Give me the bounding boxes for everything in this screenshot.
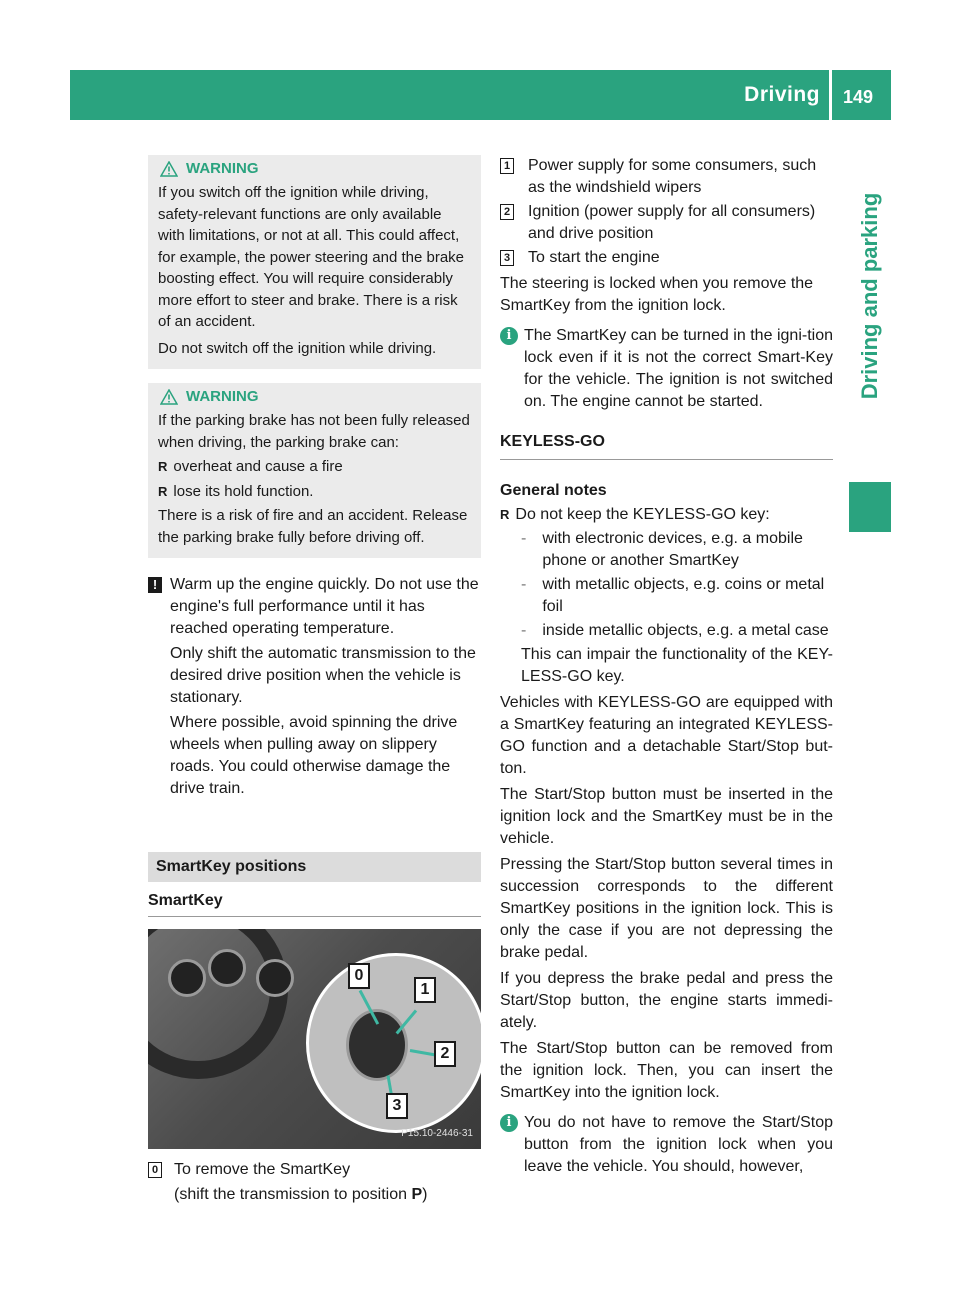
- general-notes-heading: General notes: [500, 482, 607, 499]
- position-number: 3: [500, 250, 514, 266]
- side-tab-marker: [849, 482, 891, 532]
- subsection-heading: SmartKey: [148, 890, 481, 917]
- warning-triangle-icon: [160, 389, 178, 405]
- notice-block: [148, 574, 481, 800]
- gauge: [208, 949, 246, 987]
- legend-item-0: 0 To remove the SmartKey (shift the transmission to position P): [148, 1159, 481, 1206]
- info-note: i You do not have to remove the Start/Stop button from the ignition lock when you leave the vehicle. You should, however,: [500, 1112, 833, 1178]
- body-paragraph: The Start/Stop button can be removed from the ignition lock. Then, you can insert the SmartKey into the ignition lock.: [500, 1040, 833, 1101]
- dash-item: - with metallic objects, e.g. coins or metal foil: [521, 576, 825, 615]
- warning-box-ignition: [148, 155, 481, 369]
- figure-label-2: 2: [434, 1041, 456, 1067]
- header-separator: [829, 70, 832, 120]
- body-paragraph: If you depress the brake pedal and press the Start/Stop button, the engine starts immedi-ately.: [500, 970, 833, 1031]
- warning-text: If you switch off the ignition while driving, safety-relevant functions are only available with limitations, or not at all. This could affect, for example, the power steering and the brake boosting effect. You will require considerably more effort to steer and brake. There is a risk of an accident.: [158, 184, 465, 330]
- dash-item: - inside metallic objects, e.g. a metal case: [521, 622, 829, 639]
- list-item: R lose its hold function.: [158, 481, 471, 503]
- gauge: [168, 959, 206, 997]
- dash-item: - with electronic devices, e.g. a mobile phone or another SmartKey: [521, 530, 803, 569]
- right-column: [500, 155, 833, 1178]
- figure-label-3: 3: [386, 1093, 408, 1119]
- position-number: 1: [500, 158, 514, 174]
- left-column: [148, 155, 481, 1206]
- figure-label-0: 0: [348, 963, 370, 989]
- position-number: 2: [500, 204, 514, 220]
- figure-code: P15.10-2446-31: [401, 1128, 473, 1139]
- legend-text: To remove the SmartKey: [174, 1161, 351, 1178]
- position-number: 0: [148, 1162, 162, 1178]
- steering-text: The steering is locked when you remove the SmartKey from the ignition lock.: [500, 275, 814, 314]
- body-paragraph: Vehicles with KEYLESS-GO are equipped with a SmartKey featuring an integrated KEYLESS-GO function and a detachable Start/Stop but-ton.: [500, 694, 833, 777]
- bullet-marker: R: [500, 507, 510, 522]
- warning-closing: There is a risk of fire and an accident. Release the parking brake fully before driving off.: [158, 507, 468, 546]
- warning-title: WARNING: [186, 160, 259, 178]
- warning-text: If the parking brake has not been fully released when driving, the parking brake can:: [158, 412, 470, 451]
- page-number: 149: [843, 87, 874, 107]
- notice-paragraph: Where possible, avoid spinning the drive wheels when pulling away on slippery roads. You could otherwise damage the drive train.: [170, 714, 458, 797]
- legend-item-3: 3 To start the engine: [500, 247, 833, 269]
- exclamation-icon: !: [148, 577, 162, 593]
- legend-item-1: 1 Power supply for some consumers, such as the windshield wipers: [500, 155, 833, 199]
- warning-instruction: Do not switch off the ignition while driving.: [158, 339, 437, 357]
- side-tab-label: Driving and parking: [857, 192, 882, 400]
- body-paragraph: The Start/Stop button must be inserted in the ignition lock and the SmartKey must be in the vehicle.: [500, 786, 833, 847]
- bullet-marker: R: [158, 459, 168, 474]
- info-note: i The SmartKey can be turned in the igni-tion lock even if it is not the correct Smart-Key for the vehicle. The ignition is not switched on. The engine cannot be started.: [500, 325, 833, 413]
- bullet-marker: R: [158, 483, 168, 499]
- warning-triangle-icon: [160, 161, 178, 177]
- section-heading: SmartKey positions: [148, 852, 481, 882]
- legend-item-2: 2 Ignition (power supply for all consumers) and drive position: [500, 201, 833, 245]
- info-icon: i: [500, 327, 518, 345]
- smartkey-positions-figure: [148, 929, 481, 1149]
- notice-paragraph: Warm up the engine quickly. Do not use the engine's full performance until it has reached operating temperature.: [170, 576, 479, 637]
- body-paragraph: Pressing the Start/Stop button several times in succession corresponds to the different SmartKey positions in the ignition lock. This is only the case if you are not depressing the brake pedal.: [500, 856, 833, 961]
- section-title: Driving: [744, 83, 820, 106]
- figure-label-1: 1: [414, 977, 436, 1003]
- info-icon: i: [500, 1114, 518, 1132]
- gauge: [256, 959, 294, 997]
- warning-title: WARNING: [186, 388, 259, 406]
- keyless-go-heading: KEYLESS-GO: [500, 431, 833, 460]
- list-item: R Do not keep the KEYLESS-GO key:: [500, 504, 833, 526]
- warning-box-parking-brake: [148, 383, 481, 558]
- notice-paragraph: Only shift the automatic transmission to the desired drive position when the vehicle is stationary.: [170, 645, 476, 706]
- list-item: R overheat and cause a fire: [158, 456, 471, 478]
- impair-text: This can impair the functionality of the KEY-LESS-GO key.: [521, 646, 833, 685]
